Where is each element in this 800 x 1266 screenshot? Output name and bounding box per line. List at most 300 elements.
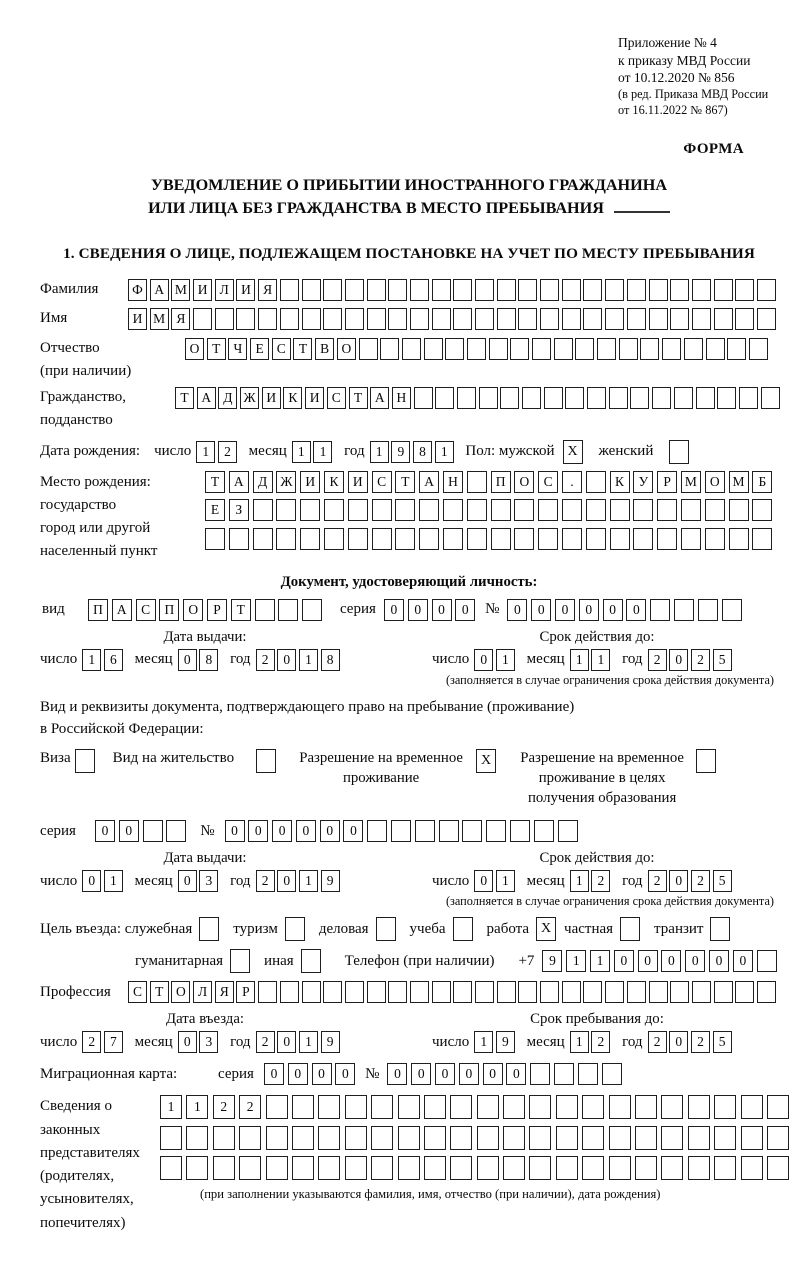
char-cell[interactable]: [657, 528, 677, 550]
char-cell[interactable]: [445, 338, 464, 360]
purpose-official-checkbox[interactable]: [199, 917, 219, 941]
char-cell[interactable]: [575, 338, 594, 360]
char-cell[interactable]: 2: [256, 1031, 275, 1053]
char-cell[interactable]: С: [272, 338, 291, 360]
char-cell[interactable]: [514, 499, 534, 521]
char-cell[interactable]: А: [370, 387, 389, 409]
char-cell[interactable]: [323, 308, 342, 330]
char-cell[interactable]: [627, 279, 646, 301]
char-cell[interactable]: [714, 1126, 736, 1150]
char-cell[interactable]: 0: [277, 870, 296, 892]
char-cell[interactable]: 0: [335, 1063, 355, 1085]
char-cell[interactable]: 0: [432, 599, 452, 621]
char-cell[interactable]: [215, 308, 234, 330]
char-cell[interactable]: [735, 279, 754, 301]
char-cell[interactable]: [489, 338, 508, 360]
char-cell[interactable]: 1: [299, 1031, 318, 1053]
char-cell[interactable]: Т: [293, 338, 312, 360]
char-cell[interactable]: Я: [215, 981, 234, 1003]
char-cell[interactable]: И: [236, 279, 255, 301]
char-cell[interactable]: [692, 981, 711, 1003]
char-cell[interactable]: [714, 308, 733, 330]
char-cell[interactable]: [450, 1095, 472, 1119]
char-cell[interactable]: [143, 820, 163, 842]
char-cell[interactable]: 1: [186, 1095, 208, 1119]
char-cell[interactable]: [605, 981, 624, 1003]
char-cell[interactable]: 2: [256, 649, 275, 671]
char-cell[interactable]: [534, 820, 554, 842]
char-cell[interactable]: [640, 338, 659, 360]
char-cell[interactable]: [530, 1063, 550, 1085]
char-cell[interactable]: [160, 1126, 182, 1150]
char-cell[interactable]: [345, 1126, 367, 1150]
char-cell[interactable]: [562, 528, 582, 550]
char-cell[interactable]: [292, 1095, 314, 1119]
char-cell[interactable]: А: [150, 279, 169, 301]
char-cell[interactable]: Р: [236, 981, 255, 1003]
char-cell[interactable]: [761, 387, 780, 409]
char-cell[interactable]: [166, 820, 186, 842]
char-cell[interactable]: [371, 1095, 393, 1119]
char-cell[interactable]: [255, 599, 275, 621]
char-cell[interactable]: [635, 1095, 657, 1119]
char-cell[interactable]: [213, 1156, 235, 1180]
char-cell[interactable]: В: [315, 338, 334, 360]
char-cell[interactable]: [258, 981, 277, 1003]
char-cell[interactable]: [388, 308, 407, 330]
char-cell[interactable]: [583, 981, 602, 1003]
char-cell[interactable]: [633, 528, 653, 550]
char-cell[interactable]: А: [229, 471, 249, 493]
char-cell[interactable]: [556, 1156, 578, 1180]
purpose-other-checkbox[interactable]: [301, 949, 321, 973]
char-cell[interactable]: [280, 981, 299, 1003]
char-cell[interactable]: [318, 1095, 340, 1119]
char-cell[interactable]: 1: [82, 649, 101, 671]
char-cell[interactable]: [388, 981, 407, 1003]
char-cell[interactable]: П: [491, 471, 511, 493]
char-cell[interactable]: 0: [626, 599, 646, 621]
char-cell[interactable]: 0: [272, 820, 292, 842]
residence-permit-checkbox[interactable]: [256, 749, 276, 773]
char-cell[interactable]: 1: [299, 649, 318, 671]
char-cell[interactable]: 1: [496, 870, 515, 892]
char-cell[interactable]: [684, 338, 703, 360]
char-cell[interactable]: [300, 528, 320, 550]
char-cell[interactable]: 2: [648, 1031, 667, 1053]
char-cell[interactable]: И: [348, 471, 368, 493]
char-cell[interactable]: 6: [104, 649, 123, 671]
char-cell[interactable]: А: [197, 387, 216, 409]
char-cell[interactable]: [391, 820, 411, 842]
char-cell[interactable]: 2: [213, 1095, 235, 1119]
char-cell[interactable]: [432, 279, 451, 301]
char-cell[interactable]: Е: [205, 499, 225, 521]
char-cell[interactable]: [714, 1095, 736, 1119]
char-cell[interactable]: [424, 338, 443, 360]
char-cell[interactable]: [688, 1095, 710, 1119]
char-cell[interactable]: [752, 499, 772, 521]
char-cell[interactable]: А: [112, 599, 132, 621]
char-cell[interactable]: [453, 279, 472, 301]
char-cell[interactable]: 1: [160, 1095, 182, 1119]
char-cell[interactable]: [345, 279, 364, 301]
char-cell[interactable]: 0: [264, 1063, 284, 1085]
sex-female-checkbox[interactable]: [669, 440, 689, 464]
char-cell[interactable]: [735, 981, 754, 1003]
char-cell[interactable]: М: [171, 279, 190, 301]
char-cell[interactable]: [323, 981, 342, 1003]
char-cell[interactable]: М: [681, 471, 701, 493]
char-cell[interactable]: .: [562, 471, 582, 493]
char-cell[interactable]: [324, 499, 344, 521]
char-cell[interactable]: Т: [231, 599, 251, 621]
char-cell[interactable]: [467, 471, 487, 493]
char-cell[interactable]: [266, 1126, 288, 1150]
char-cell[interactable]: [453, 308, 472, 330]
char-cell[interactable]: [582, 1126, 604, 1150]
char-cell[interactable]: 0: [669, 870, 688, 892]
char-cell[interactable]: [253, 499, 273, 521]
char-cell[interactable]: [558, 820, 578, 842]
char-cell[interactable]: [276, 528, 296, 550]
char-cell[interactable]: Т: [349, 387, 368, 409]
char-cell[interactable]: 1: [570, 870, 589, 892]
char-cell[interactable]: С: [128, 981, 147, 1003]
char-cell[interactable]: [722, 599, 742, 621]
char-cell[interactable]: [410, 981, 429, 1003]
char-cell[interactable]: [649, 308, 668, 330]
char-cell[interactable]: [602, 1063, 622, 1085]
char-cell[interactable]: [562, 279, 581, 301]
char-cell[interactable]: [649, 279, 668, 301]
char-cell[interactable]: [395, 528, 415, 550]
char-cell[interactable]: [300, 499, 320, 521]
char-cell[interactable]: Н: [443, 471, 463, 493]
char-cell[interactable]: [410, 279, 429, 301]
char-cell[interactable]: [767, 1095, 789, 1119]
char-cell[interactable]: [398, 1095, 420, 1119]
char-cell[interactable]: 8: [321, 649, 340, 671]
char-cell[interactable]: [729, 528, 749, 550]
char-cell[interactable]: [415, 820, 435, 842]
char-cell[interactable]: [475, 279, 494, 301]
char-cell[interactable]: [583, 279, 602, 301]
char-cell[interactable]: 2: [648, 870, 667, 892]
char-cell[interactable]: [538, 499, 558, 521]
char-cell[interactable]: [450, 1126, 472, 1150]
char-cell[interactable]: [479, 387, 498, 409]
char-cell[interactable]: [450, 1156, 472, 1180]
char-cell[interactable]: М: [150, 308, 169, 330]
char-cell[interactable]: [514, 528, 534, 550]
char-cell[interactable]: [475, 981, 494, 1003]
char-cell[interactable]: [741, 1156, 763, 1180]
char-cell[interactable]: П: [88, 599, 108, 621]
char-cell[interactable]: [213, 1126, 235, 1150]
char-cell[interactable]: [239, 1126, 261, 1150]
char-cell[interactable]: [674, 599, 694, 621]
char-cell[interactable]: 2: [591, 870, 610, 892]
char-cell[interactable]: Т: [207, 338, 226, 360]
char-cell[interactable]: [345, 1156, 367, 1180]
char-cell[interactable]: [522, 387, 541, 409]
char-cell[interactable]: [510, 338, 529, 360]
char-cell[interactable]: Н: [392, 387, 411, 409]
char-cell[interactable]: 0: [733, 950, 753, 972]
char-cell[interactable]: [714, 279, 733, 301]
char-cell[interactable]: 8: [413, 441, 432, 463]
char-cell[interactable]: [503, 1156, 525, 1180]
char-cell[interactable]: 0: [178, 870, 197, 892]
char-cell[interactable]: [698, 599, 718, 621]
char-cell[interactable]: [674, 387, 693, 409]
char-cell[interactable]: [586, 499, 606, 521]
char-cell[interactable]: [475, 308, 494, 330]
char-cell[interactable]: [503, 1095, 525, 1119]
char-cell[interactable]: [518, 981, 537, 1003]
purpose-private-checkbox[interactable]: [620, 917, 640, 941]
char-cell[interactable]: 0: [408, 599, 428, 621]
char-cell[interactable]: 2: [82, 1031, 101, 1053]
char-cell[interactable]: [510, 820, 530, 842]
char-cell[interactable]: [359, 338, 378, 360]
char-cell[interactable]: [610, 528, 630, 550]
char-cell[interactable]: 7: [104, 1031, 123, 1053]
char-cell[interactable]: З: [229, 499, 249, 521]
char-cell[interactable]: [670, 308, 689, 330]
char-cell[interactable]: [582, 1095, 604, 1119]
char-cell[interactable]: [767, 1156, 789, 1180]
char-cell[interactable]: [398, 1156, 420, 1180]
char-cell[interactable]: С: [372, 471, 392, 493]
char-cell[interactable]: [739, 387, 758, 409]
char-cell[interactable]: [467, 338, 486, 360]
char-cell[interactable]: [402, 338, 421, 360]
char-cell[interactable]: [497, 308, 516, 330]
char-cell[interactable]: А: [419, 471, 439, 493]
char-cell[interactable]: 0: [435, 1063, 455, 1085]
char-cell[interactable]: [186, 1156, 208, 1180]
char-cell[interactable]: [609, 387, 628, 409]
char-cell[interactable]: [556, 1126, 578, 1150]
char-cell[interactable]: 1: [474, 1031, 493, 1053]
char-cell[interactable]: С: [327, 387, 346, 409]
char-cell[interactable]: [518, 308, 537, 330]
char-cell[interactable]: [239, 1156, 261, 1180]
char-cell[interactable]: [205, 528, 225, 550]
char-cell[interactable]: 9: [496, 1031, 515, 1053]
char-cell[interactable]: Т: [205, 471, 225, 493]
purpose-tourism-checkbox[interactable]: [285, 917, 305, 941]
char-cell[interactable]: 0: [82, 870, 101, 892]
char-cell[interactable]: 1: [370, 441, 389, 463]
char-cell[interactable]: [345, 981, 364, 1003]
char-cell[interactable]: 0: [474, 649, 493, 671]
char-cell[interactable]: О: [705, 471, 725, 493]
char-cell[interactable]: [538, 528, 558, 550]
char-cell[interactable]: 0: [474, 870, 493, 892]
char-cell[interactable]: [562, 308, 581, 330]
char-cell[interactable]: [757, 981, 776, 1003]
char-cell[interactable]: [443, 528, 463, 550]
char-cell[interactable]: [302, 599, 322, 621]
edu-permit-checkbox[interactable]: [696, 749, 716, 773]
char-cell[interactable]: К: [610, 471, 630, 493]
char-cell[interactable]: [266, 1095, 288, 1119]
char-cell[interactable]: [714, 1156, 736, 1180]
char-cell[interactable]: 0: [669, 649, 688, 671]
char-cell[interactable]: [323, 279, 342, 301]
char-cell[interactable]: 2: [256, 870, 275, 892]
char-cell[interactable]: К: [283, 387, 302, 409]
char-cell[interactable]: Д: [218, 387, 237, 409]
char-cell[interactable]: 0: [248, 820, 268, 842]
char-cell[interactable]: И: [305, 387, 324, 409]
char-cell[interactable]: [609, 1126, 631, 1150]
char-cell[interactable]: [670, 981, 689, 1003]
char-cell[interactable]: 0: [95, 820, 115, 842]
char-cell[interactable]: [556, 1095, 578, 1119]
char-cell[interactable]: Ч: [228, 338, 247, 360]
char-cell[interactable]: [735, 308, 754, 330]
char-cell[interactable]: Т: [175, 387, 194, 409]
char-cell[interactable]: 2: [218, 441, 237, 463]
char-cell[interactable]: [661, 1126, 683, 1150]
char-cell[interactable]: Я: [171, 308, 190, 330]
char-cell[interactable]: Я: [258, 279, 277, 301]
char-cell[interactable]: 1: [570, 1031, 589, 1053]
char-cell[interactable]: [345, 1095, 367, 1119]
char-cell[interactable]: [741, 1095, 763, 1119]
char-cell[interactable]: [767, 1126, 789, 1150]
char-cell[interactable]: 0: [579, 599, 599, 621]
char-cell[interactable]: [630, 387, 649, 409]
char-cell[interactable]: 2: [691, 870, 710, 892]
char-cell[interactable]: 0: [603, 599, 623, 621]
char-cell[interactable]: 0: [312, 1063, 332, 1085]
char-cell[interactable]: [518, 279, 537, 301]
char-cell[interactable]: [714, 981, 733, 1003]
char-cell[interactable]: [717, 387, 736, 409]
purpose-business-checkbox[interactable]: [376, 917, 396, 941]
char-cell[interactable]: [657, 499, 677, 521]
char-cell[interactable]: [757, 279, 776, 301]
char-cell[interactable]: 0: [555, 599, 575, 621]
char-cell[interactable]: [633, 499, 653, 521]
char-cell[interactable]: [491, 499, 511, 521]
char-cell[interactable]: [627, 308, 646, 330]
char-cell[interactable]: [565, 387, 584, 409]
char-cell[interactable]: [609, 1095, 631, 1119]
char-cell[interactable]: 0: [531, 599, 551, 621]
char-cell[interactable]: [419, 528, 439, 550]
char-cell[interactable]: Б: [752, 471, 772, 493]
char-cell[interactable]: [439, 820, 459, 842]
char-cell[interactable]: [462, 820, 482, 842]
char-cell[interactable]: [486, 820, 506, 842]
char-cell[interactable]: [477, 1156, 499, 1180]
char-cell[interactable]: [692, 279, 711, 301]
char-cell[interactable]: [578, 1063, 598, 1085]
char-cell[interactable]: [681, 499, 701, 521]
char-cell[interactable]: [597, 338, 616, 360]
char-cell[interactable]: [635, 1126, 657, 1150]
char-cell[interactable]: 0: [483, 1063, 503, 1085]
char-cell[interactable]: 0: [343, 820, 363, 842]
char-cell[interactable]: [477, 1095, 499, 1119]
char-cell[interactable]: К: [324, 471, 344, 493]
char-cell[interactable]: 1: [299, 870, 318, 892]
char-cell[interactable]: 0: [411, 1063, 431, 1085]
char-cell[interactable]: 1: [566, 950, 586, 972]
char-cell[interactable]: 5: [713, 870, 732, 892]
char-cell[interactable]: [419, 499, 439, 521]
char-cell[interactable]: [661, 1156, 683, 1180]
char-cell[interactable]: 0: [387, 1063, 407, 1085]
char-cell[interactable]: 0: [459, 1063, 479, 1085]
char-cell[interactable]: [477, 1126, 499, 1150]
char-cell[interactable]: [582, 1156, 604, 1180]
char-cell[interactable]: [388, 279, 407, 301]
char-cell[interactable]: 5: [713, 649, 732, 671]
char-cell[interactable]: [619, 338, 638, 360]
char-cell[interactable]: [529, 1126, 551, 1150]
char-cell[interactable]: 1: [590, 950, 610, 972]
char-cell[interactable]: [497, 279, 516, 301]
sex-male-checkbox[interactable]: X: [563, 440, 583, 464]
char-cell[interactable]: 1: [591, 649, 610, 671]
char-cell[interactable]: [414, 387, 433, 409]
char-cell[interactable]: 1: [496, 649, 515, 671]
char-cell[interactable]: О: [185, 338, 204, 360]
char-cell[interactable]: [692, 308, 711, 330]
char-cell[interactable]: [649, 981, 668, 1003]
char-cell[interactable]: [586, 471, 606, 493]
char-cell[interactable]: [367, 981, 386, 1003]
char-cell[interactable]: 0: [669, 1031, 688, 1053]
char-cell[interactable]: О: [337, 338, 356, 360]
char-cell[interactable]: Ж: [240, 387, 259, 409]
char-cell[interactable]: И: [300, 471, 320, 493]
char-cell[interactable]: [371, 1126, 393, 1150]
char-cell[interactable]: [562, 981, 581, 1003]
char-cell[interactable]: [424, 1156, 446, 1180]
char-cell[interactable]: [540, 279, 559, 301]
char-cell[interactable]: 8: [199, 649, 218, 671]
char-cell[interactable]: [757, 950, 777, 972]
char-cell[interactable]: Р: [657, 471, 677, 493]
char-cell[interactable]: [395, 499, 415, 521]
char-cell[interactable]: [266, 1156, 288, 1180]
char-cell[interactable]: 0: [277, 649, 296, 671]
char-cell[interactable]: [583, 308, 602, 330]
char-cell[interactable]: [605, 308, 624, 330]
char-cell[interactable]: [443, 499, 463, 521]
char-cell[interactable]: [688, 1156, 710, 1180]
char-cell[interactable]: П: [159, 599, 179, 621]
char-cell[interactable]: [318, 1156, 340, 1180]
char-cell[interactable]: О: [514, 471, 534, 493]
temp-permit-checkbox[interactable]: X: [476, 749, 496, 773]
char-cell[interactable]: [705, 528, 725, 550]
char-cell[interactable]: 3: [199, 1031, 218, 1053]
char-cell[interactable]: [467, 528, 487, 550]
char-cell[interactable]: [681, 528, 701, 550]
char-cell[interactable]: [529, 1156, 551, 1180]
char-cell[interactable]: 9: [321, 1031, 340, 1053]
char-cell[interactable]: И: [128, 308, 147, 330]
